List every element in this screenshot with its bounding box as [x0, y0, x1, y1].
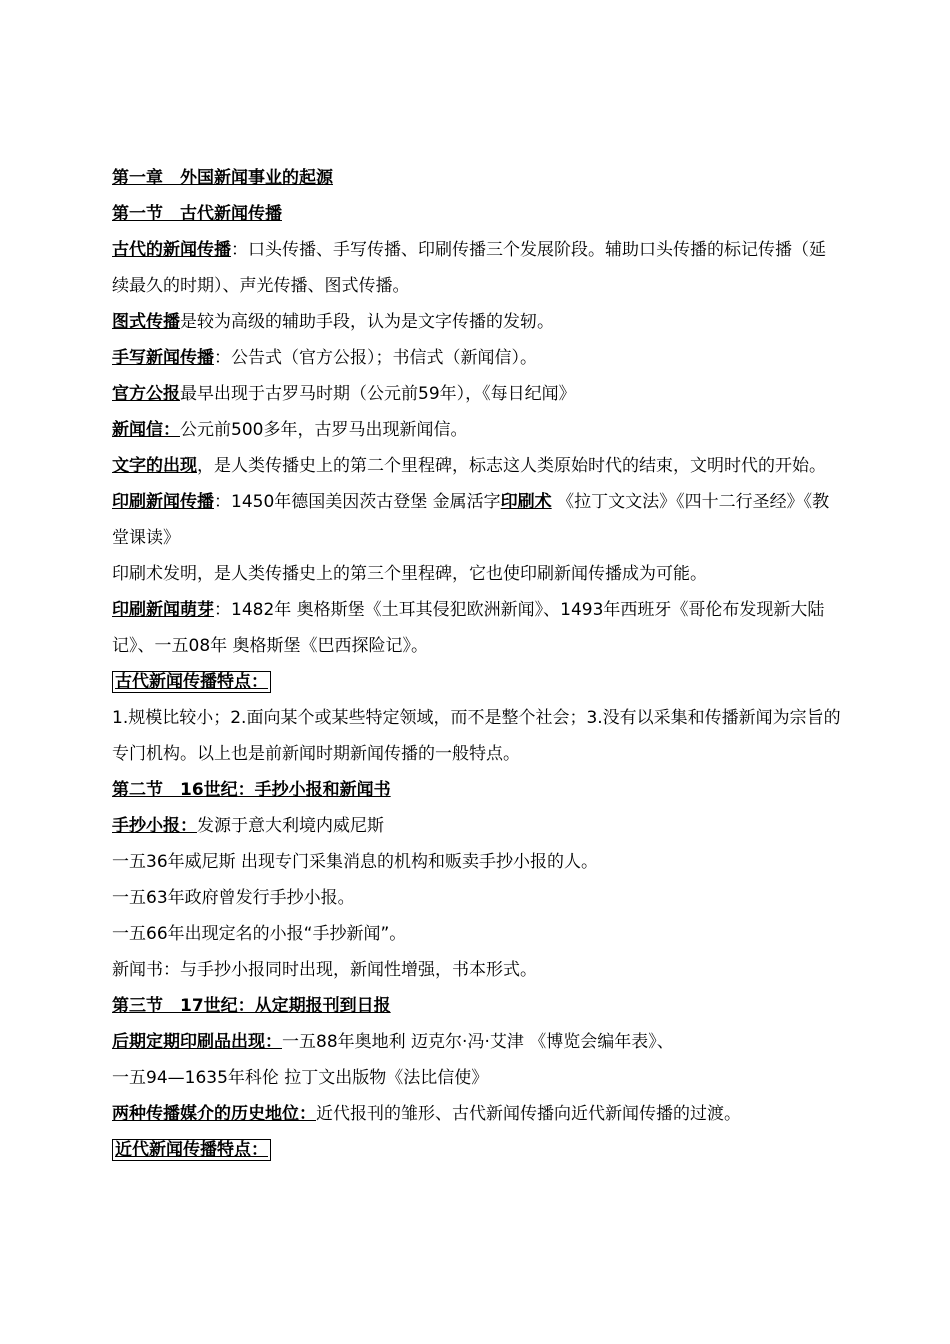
- chapter-heading: 第一章 外国新闻事业的起源: [112, 168, 333, 188]
- paragraph: 手写新闻传播：公告式（官方公报）；书信式（新闻信）。: [112, 348, 537, 368]
- boxed-heading: 近代新闻传播特点：: [112, 1132, 842, 1168]
- term: 文字的出现: [112, 456, 197, 476]
- document-body: [112, 160, 842, 1168]
- term: 印刷新闻传播: [112, 492, 214, 512]
- boxed-heading: 古代新闻传播特点：: [112, 664, 842, 700]
- term: 官方公报: [112, 384, 180, 404]
- term: 古代的新闻传播: [112, 240, 231, 260]
- term: 手写新闻传播: [112, 348, 214, 368]
- paragraph: 文字的出现，是人类传播史上的第二个里程碑，标志这人类原始时代的结束，文明时代的开始。: [112, 456, 826, 476]
- term: 后期定期印刷品出现：: [112, 1032, 282, 1052]
- paragraph: 两种传播媒介的历史地位：近代报刊的雏形、古代新闻传播向近代新闻传播的过渡。: [112, 1104, 741, 1124]
- paragraph: 印刷新闻萌芽：1482年 奥格斯堡《土耳其侵犯欧洲新闻》、1493年西班牙《哥伦布发现新大陆记》、一五08年 奥格斯堡《巴西探险记》。: [112, 600, 825, 656]
- paragraph: 新闻信：公元前500多年，古罗马出现新闻信。: [112, 420, 468, 440]
- paragraph: 1.规模比较小；2.面向某个或某些特定领域，而不是整个社会；3.没有以采集和传播新闻为宗旨的专门机构。以上也是前新闻时期新闻传播的一般特点。: [112, 708, 841, 764]
- paragraph: 后期定期印刷品出现：一五88年奥地利 迈克尔·冯·艾津 《博览会编年表》、: [112, 1032, 674, 1052]
- paragraph: 一五36年威尼斯 出现专门采集消息的机构和贩卖手抄小报的人。: [112, 852, 599, 872]
- paragraph: 一五66年出现定名的小报“手抄新闻”。: [112, 924, 407, 944]
- term: 新闻信：: [112, 420, 180, 440]
- term: 印刷术: [500, 492, 552, 512]
- paragraph: 古代的新闻传播：口头传播、手写传播、印刷传播三个发展阶段。辅助口头传播的标记传播（延续最久的时期）、声光传播、图式传播。: [112, 240, 826, 296]
- paragraph: 图式传播是较为高级的辅助手段，认为是文字传播的发轫。: [112, 312, 554, 332]
- paragraph: 印刷术发明，是人类传播史上的第三个里程碑，它也使印刷新闻传播成为可能。: [112, 564, 707, 584]
- section-heading: 第三节 17世纪：从定期报刊到日报: [112, 996, 391, 1016]
- term: 图式传播: [112, 312, 180, 332]
- term: 印刷新闻萌芽: [112, 600, 214, 620]
- term: 手抄小报：: [112, 816, 197, 836]
- paragraph: 一五94—1635年科伦 拉丁文出版物《法比信使》: [112, 1068, 489, 1088]
- paragraph: 官方公报最早出现于古罗马时期（公元前59年），《每日纪闻》: [112, 384, 576, 404]
- section-heading: 第一节 古代新闻传播: [112, 204, 282, 224]
- paragraph: 新闻书：与手抄小报同时出现，新闻性增强，书本形式。: [112, 960, 537, 980]
- term: 两种传播媒介的历史地位：: [112, 1104, 316, 1124]
- paragraph: 印刷新闻传播：1450年德国美因茨古登堡 金属活字印刷术 《拉丁文文法》《四十二行圣经》《教堂课读》: [112, 492, 830, 548]
- paragraph: 一五63年政府曾发行手抄小报。: [112, 888, 355, 908]
- paragraph: 手抄小报：发源于意大利境内威尼斯: [112, 816, 384, 836]
- section-heading: 第二节 16世纪：手抄小报和新闻书: [112, 780, 391, 800]
